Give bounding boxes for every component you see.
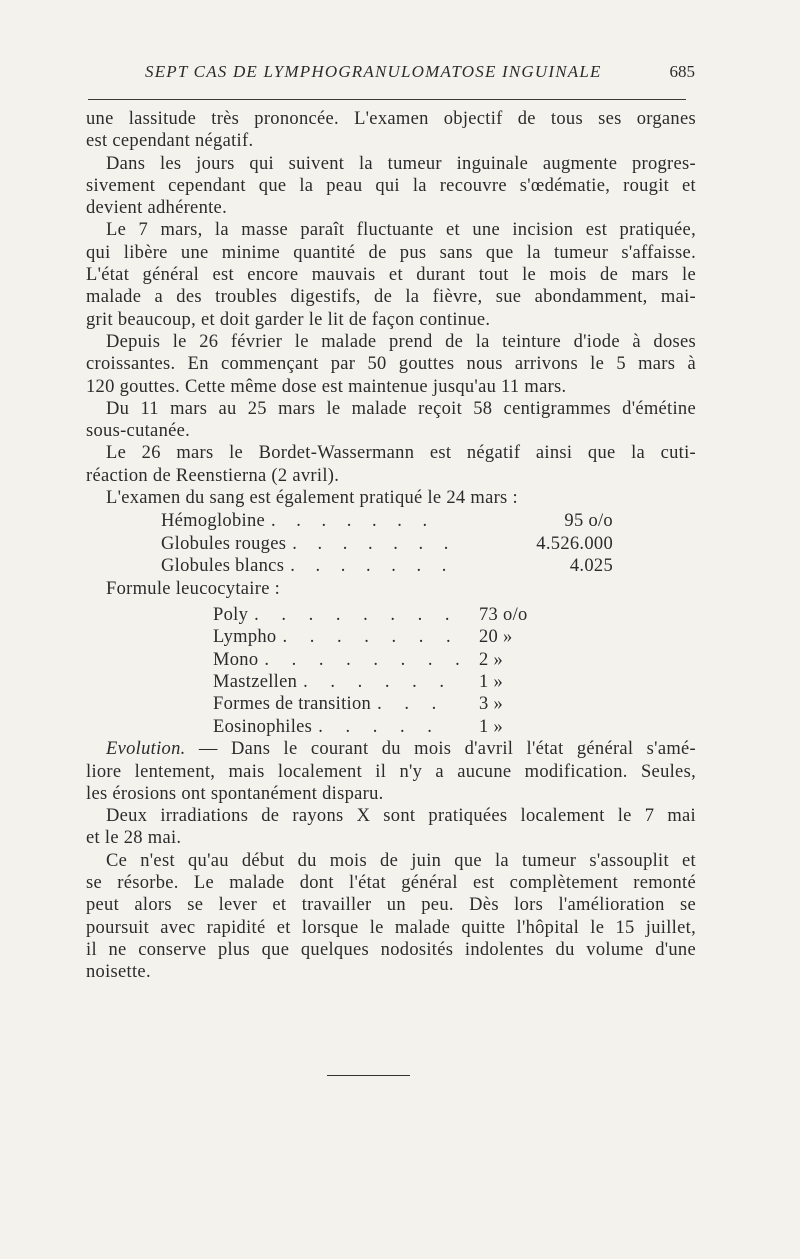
text-line: Le 26 mars le Bordet-Wassermann est négatif ainsi que la cuti- xyxy=(106,443,696,464)
text-line: se résorbe. Le malade dont l'état général est complètement remonté xyxy=(86,873,696,894)
row-label: Eosinophiles xyxy=(213,716,313,737)
text-line: malade a des troubles digestifs, de la fièvre, sue abondamment, mai- xyxy=(86,287,696,308)
row-label: Mastzellen xyxy=(213,672,298,693)
paragraph xyxy=(86,331,696,353)
paragraph-cont xyxy=(86,827,696,849)
text-line: Depuis le 26 février le malade prend de la teinture d'iode à doses xyxy=(106,331,696,352)
table-row xyxy=(213,604,565,626)
text-line: liore lentement, mais localement il n'y a aucune modification. Seules, xyxy=(86,761,696,782)
text-line: L'examen du sang est également pratiqué le 24 mars : xyxy=(106,488,518,509)
leader-dots: . . . . . . xyxy=(303,672,454,693)
paragraph-cont xyxy=(86,465,696,487)
text-line: il ne conserve plus que quelques nodosités indolentes du volume d'une xyxy=(86,939,696,960)
row-label: Hémoglobine xyxy=(161,511,266,532)
text-line: une lassitude très prononcée. L'examen objectif de tous ses organes xyxy=(86,109,696,129)
running-header xyxy=(145,62,695,88)
text-line: Dans les jours qui suivent la tumeur inguinale augmente progres- xyxy=(106,153,696,174)
table-row xyxy=(213,716,565,738)
paragraph xyxy=(86,442,696,464)
row-value: 73 o/o xyxy=(479,604,528,625)
leader-dots: . . . . . . . xyxy=(290,556,455,577)
text-line: Du 11 mars au 25 mars le malade reçoit 58 centigrammes d'émétine xyxy=(106,398,696,419)
text-line: L'état général est encore mauvais et durant tout le mois de mars le xyxy=(86,265,696,286)
leader-dots: . . . . . . . . xyxy=(264,649,469,670)
table-row xyxy=(161,555,613,577)
leader-dots: . . . . . . . xyxy=(271,511,436,532)
text-line: 120 gouttes. Cette même dose est maintenue jusqu'au 11 mars. xyxy=(86,376,567,397)
table-row xyxy=(213,693,565,715)
row-label: Poly xyxy=(213,604,249,625)
table-row xyxy=(213,671,565,693)
text-line: peut alors se lever et travailler un peu. Dès lors l'amélioration se xyxy=(86,895,696,916)
end-separator-rule xyxy=(327,1075,410,1076)
header-rule xyxy=(88,99,686,100)
text-line: et le 28 mai. xyxy=(86,828,182,849)
paragraph xyxy=(86,153,696,175)
table-row xyxy=(161,510,613,532)
text-line: sous-cutanée. xyxy=(86,421,191,442)
text-line: réaction de Reenstierna (2 avril). xyxy=(86,465,340,486)
table-row xyxy=(213,649,565,671)
text-line: Ce n'est qu'au début du mois de juin que la tumeur s'assouplit et xyxy=(106,850,696,871)
text-line: poursuit avec rapidité et lorsque le malade quitte l'hôpital le 15 juillet, xyxy=(86,917,696,938)
paragraph-cont xyxy=(86,761,696,806)
table-row xyxy=(161,533,613,555)
paragraph-cont xyxy=(86,872,696,983)
row-value: 1 » xyxy=(479,716,504,737)
row-value: 95 o/o xyxy=(564,511,613,532)
row-value: 2 » xyxy=(479,649,504,670)
paragraph xyxy=(86,805,696,827)
text-line: est cependant négatif. xyxy=(86,131,254,152)
paragraph-cont xyxy=(86,420,696,442)
text-line xyxy=(106,738,696,760)
row-value: 4.025 xyxy=(569,556,613,577)
formula-heading: Formule leucocytaire : xyxy=(106,578,281,599)
paragraph xyxy=(86,850,696,872)
leader-dots: . . . xyxy=(377,694,446,715)
row-value: 4.526.000 xyxy=(536,533,613,554)
row-value: 1 » xyxy=(479,672,504,693)
row-label: Lympho xyxy=(213,627,277,648)
paragraph-cont xyxy=(86,242,696,331)
text-line: grit beaucoup, et doit garder le lit de façon continue. xyxy=(86,309,491,330)
row-label: Mono xyxy=(213,649,259,670)
paragraph xyxy=(86,398,696,420)
leucocyte-formula-table xyxy=(213,604,565,738)
row-value: 20 » xyxy=(479,627,513,648)
row-label: Globules rouges xyxy=(161,533,287,554)
evolution-heading: Evolution. xyxy=(106,739,186,760)
paragraph xyxy=(86,487,696,509)
leader-dots: . . . . . xyxy=(318,716,441,737)
text-line: devient adhérente. xyxy=(86,198,227,219)
row-label: Globules blancs xyxy=(161,556,285,577)
text-line: noisette. xyxy=(86,962,151,983)
text-fragment: — Dans le courant du mois d'avril l'état général s'amé- xyxy=(185,739,696,760)
text-line: Le 7 mars, la masse paraît fluctuante et une incision est pratiquée, xyxy=(106,220,696,241)
leader-dots: . . . . . . . xyxy=(282,627,460,648)
row-value: 3 » xyxy=(479,694,504,715)
blood-count-table xyxy=(161,510,613,577)
text-line: Deux irradiations de rayons X sont pratiquées localement le 7 mai xyxy=(106,806,696,827)
paragraph-cont xyxy=(86,175,696,220)
running-title: SEPT CAS DE LYMPHOGRANULOMATOSE INGUINALE xyxy=(145,62,602,81)
page-body xyxy=(86,108,696,984)
page-number: 685 xyxy=(669,62,695,81)
paragraph xyxy=(86,108,696,153)
evolution-paragraph xyxy=(86,738,696,760)
text-line: croissantes. En commençant par 50 gouttes nous arrivons le 5 mars à xyxy=(86,354,696,375)
leader-dots: . . . . . . . . xyxy=(254,604,459,625)
text-line: sivement cependant que la peau qui la recouvre s'œdématie, rougit et xyxy=(86,175,696,196)
table-row xyxy=(213,626,565,648)
paragraph-cont xyxy=(86,353,696,398)
leader-dots: . . . . . . . xyxy=(292,533,457,554)
paragraph xyxy=(86,219,696,241)
text-line: les érosions ont spontanément disparu. xyxy=(86,783,384,804)
row-label: Formes de transition xyxy=(213,694,372,715)
text-line: qui libère une minime quantité de pus sans que la tumeur s'affaisse. xyxy=(86,242,696,263)
